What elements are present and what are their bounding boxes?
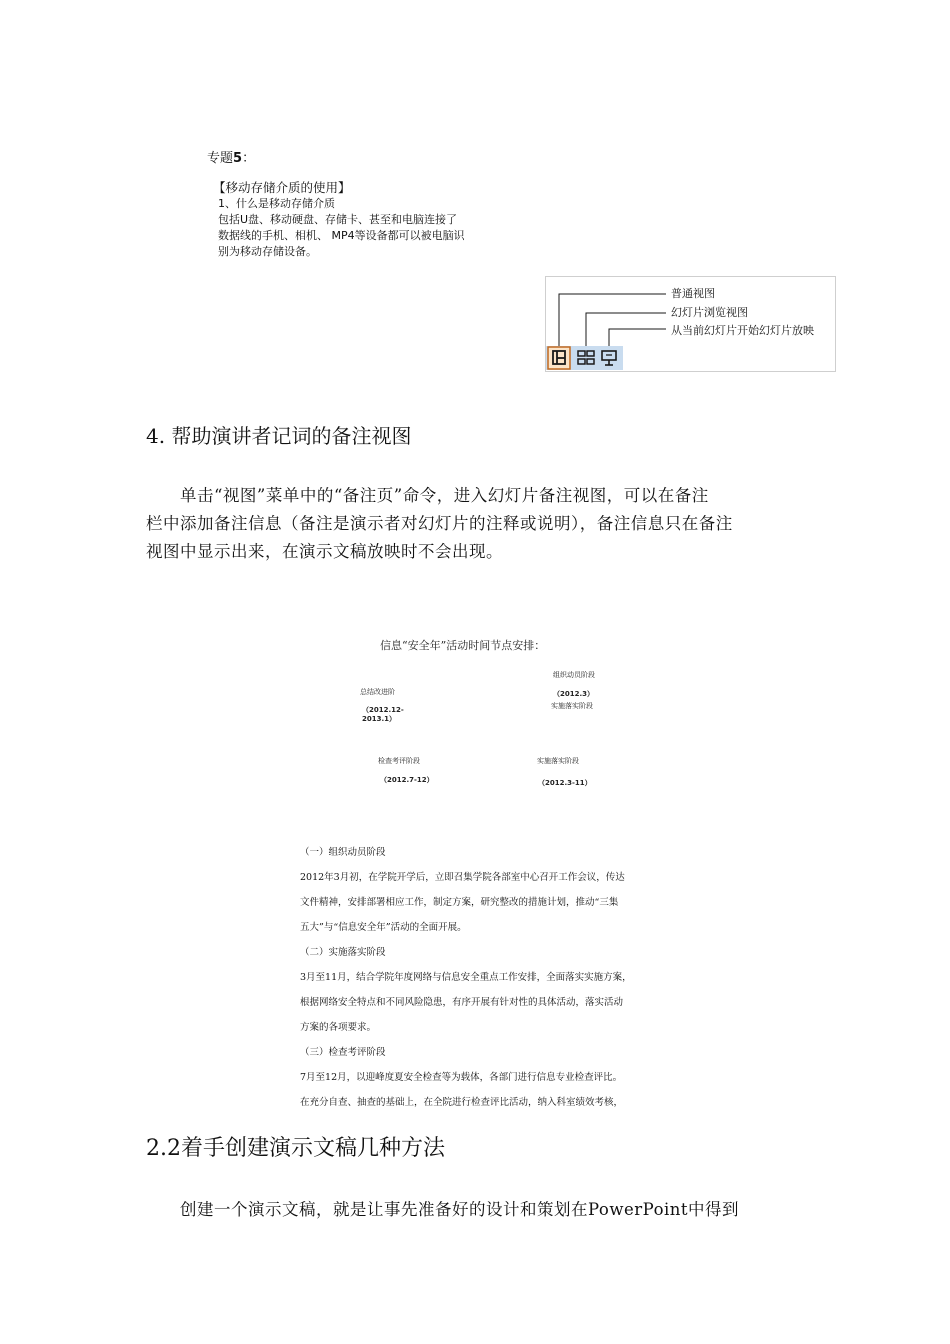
normal-view-icon[interactable] bbox=[548, 347, 570, 369]
timeline-node-date: （2012.3-11） bbox=[538, 779, 592, 787]
section-4-heading: 4. 帮助演讲者记词的备注视图 bbox=[146, 424, 412, 448]
timeline-node-name: 组织动员阶段 bbox=[553, 671, 595, 679]
slideshow-label: 从当前幻灯片开始幻灯片放映 bbox=[671, 324, 814, 337]
storage-heading: 【移动存储介质的使用】 bbox=[213, 180, 351, 195]
section-2-2-heading: 2.2着手创建演示文稿几种方法 bbox=[146, 1136, 445, 1161]
plan-line: 在充分自查、抽查的基础上，在全院进行检查评比活动，纳入科室绩效考核， bbox=[300, 1097, 624, 1108]
timeline-node-date: （2012.7-12） bbox=[380, 776, 434, 784]
timeline-node-name: 实施落实阶段 bbox=[537, 757, 579, 765]
paragraph-line: 视图中显示出来，在演示文稿放映时不会出现。 bbox=[146, 542, 503, 561]
storage-line: 别为移动存储设备。 bbox=[218, 245, 317, 258]
plan-line: 7月至12月，以迎峰度夏安全检查等为载体，各部门进行信息专业检查评比。 bbox=[300, 1072, 623, 1083]
timeline-node-date: （2012.12-2013.1） bbox=[362, 706, 404, 723]
timeline-node-name: 实施落实阶段 bbox=[551, 702, 593, 710]
plan-text bbox=[300, 840, 632, 1115]
storage-line: 数据线的手机、相机、 MP4等设备都可以被电脑识 bbox=[218, 229, 465, 242]
plan-line: 根据网络安全特点和不同风险隐患，有序开展有针对性的具体活动，落实活动 bbox=[300, 997, 624, 1008]
section-2-2-paragraph: 创建一个演示文稿，就是让事先准备好的设计和策划在PowerPoint中得到 bbox=[180, 1200, 740, 1219]
topic-number: 5 bbox=[233, 151, 243, 166]
timeline-node-name: 总结改进阶 bbox=[360, 688, 395, 696]
section-4-paragraph bbox=[146, 482, 812, 566]
plan-line: （一）组织动员阶段 bbox=[300, 847, 386, 858]
timeline-node-date: （2012.3） bbox=[553, 690, 595, 698]
topic-title bbox=[207, 147, 255, 166]
topic-label: 专题 bbox=[207, 151, 234, 166]
timeline-title: 信息“安全年”活动时间节点安排： bbox=[380, 639, 546, 652]
timeline-node-name: 检查考评阶段 bbox=[378, 757, 420, 765]
slide-sorter-icon[interactable] bbox=[576, 347, 596, 369]
plan-line: 方案的各项要求。 bbox=[300, 1022, 377, 1033]
slide-sorter-label: 幻灯片浏览视图 bbox=[671, 306, 748, 319]
view-buttons-diagram bbox=[545, 276, 836, 372]
plan-line: 文件精神，安排部署相应工作，制定方案，研究整改的措施计划，推动“三集 bbox=[300, 897, 619, 908]
storage-box bbox=[213, 180, 465, 260]
plan-line: 3月至11月，结合学院年度网络与信息安全重点工作安排，全面落实实施方案， bbox=[300, 972, 632, 983]
storage-line: 包括U盘、移动硬盘、存储卡、甚至和电脑连接了 bbox=[218, 213, 458, 226]
normal-view-label: 普通视图 bbox=[671, 287, 715, 300]
plan-line: （三）检查考评阶段 bbox=[300, 1047, 386, 1058]
plan-line: 五大”与“信息安全年”活动的全面开展。 bbox=[300, 922, 467, 933]
topic-colon: ： bbox=[242, 151, 256, 166]
slideshow-icon[interactable] bbox=[600, 347, 620, 369]
plan-line: 2012年3月初，在学院开学后，立即召集学院各部室中心召开工作会议，传达 bbox=[300, 872, 625, 883]
plan-line: （二）实施落实阶段 bbox=[300, 947, 386, 958]
paragraph-line: 单击“视图”菜单中的“备注页”命令，进入幻灯片备注视图，可以在备注 bbox=[180, 486, 709, 505]
storage-line: 1、什么是移动存储介质 bbox=[218, 197, 335, 210]
paragraph-line: 栏中添加备注信息（备注是演示者对幻灯片的注释或说明），备注信息只在备注 bbox=[146, 514, 733, 533]
